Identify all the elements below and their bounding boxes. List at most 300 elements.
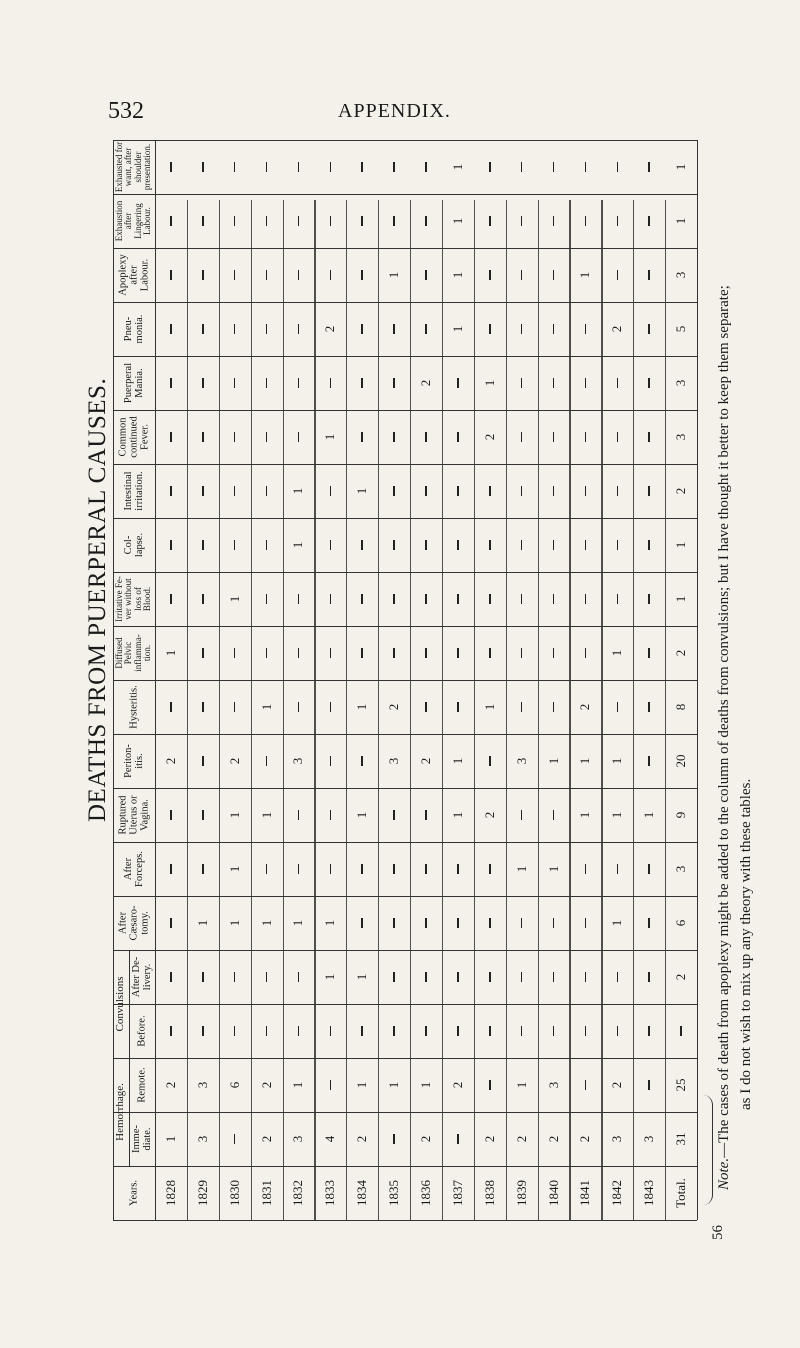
row-divider — [442, 200, 443, 1220]
value-cell: 2 — [258, 1081, 274, 1089]
empty-cell-dash — [234, 216, 236, 226]
row-divider — [506, 200, 507, 1220]
table-title: DEATHS FROM PUERPERAL CAUSES. — [84, 377, 111, 822]
empty-cell-dash — [266, 270, 268, 280]
empty-cell-dash — [234, 324, 236, 334]
year-cell: 1832 — [290, 1180, 306, 1206]
value-cell: 25 — [673, 1078, 689, 1092]
empty-cell-dash — [617, 270, 619, 280]
table-left-border — [113, 140, 114, 1220]
empty-cell-dash — [457, 918, 459, 928]
empty-cell-dash — [648, 1080, 650, 1090]
value-cell: 1 — [226, 595, 242, 603]
empty-cell-dash — [489, 864, 491, 874]
year-cell: 1843 — [641, 1180, 657, 1206]
empty-cell-dash — [457, 1134, 459, 1144]
empty-cell-dash — [425, 270, 427, 280]
value-cell: 2 — [513, 1135, 529, 1143]
empty-cell-dash — [457, 702, 459, 712]
empty-cell-dash — [521, 540, 523, 550]
empty-cell-dash — [425, 918, 427, 928]
column-header-hysteritis: Hysteritis. — [128, 685, 140, 729]
column-header-exhaust_want: Exhausted for want, after shoulder presentation. — [114, 141, 153, 193]
column-divider — [113, 518, 697, 519]
empty-cell-dash — [648, 324, 650, 334]
value-cell: 1 — [577, 271, 593, 279]
year-cell: 1836 — [418, 1180, 434, 1206]
column-divider — [113, 734, 697, 735]
empty-cell-dash — [617, 540, 619, 550]
empty-cell-dash — [425, 540, 427, 550]
empty-cell-dash — [330, 162, 332, 172]
value-cell: 1 — [386, 271, 402, 279]
empty-cell-dash — [553, 270, 555, 280]
value-cell: 1 — [609, 757, 625, 765]
empty-cell-dash — [202, 1026, 204, 1036]
empty-cell-dash — [298, 648, 300, 658]
empty-cell-dash — [361, 270, 363, 280]
empty-cell-dash — [553, 1026, 555, 1036]
note-text-1: —The cases of death from apoplexy might be added to the column of deaths from convulsions; but I have thought it better to keep them separate; — [716, 285, 732, 1158]
empty-cell-dash — [553, 216, 555, 226]
empty-cell-dash — [202, 162, 204, 172]
row-divider — [538, 200, 539, 1220]
empty-cell-dash — [170, 594, 172, 604]
value-cell: 1 — [226, 865, 242, 873]
empty-cell-dash — [234, 540, 236, 550]
empty-cell-dash — [393, 1026, 395, 1036]
empty-cell-dash — [553, 918, 555, 928]
empty-cell-dash — [553, 540, 555, 550]
value-cell: 1 — [641, 811, 657, 819]
empty-cell-dash — [170, 702, 172, 712]
empty-cell-dash — [202, 486, 204, 496]
empty-cell-dash — [202, 432, 204, 442]
row-divider — [601, 200, 602, 1220]
empty-cell-dash — [202, 810, 204, 820]
empty-cell-dash — [585, 594, 587, 604]
empty-cell-dash — [266, 324, 268, 334]
year-cell: 1828 — [163, 1180, 179, 1206]
empty-cell-dash — [425, 594, 427, 604]
empty-cell-dash — [170, 324, 172, 334]
empty-cell-dash — [170, 864, 172, 874]
empty-cell-dash — [266, 864, 268, 874]
table-right-border — [697, 140, 698, 1220]
value-cell: 9 — [673, 811, 689, 819]
empty-cell-dash — [266, 378, 268, 388]
empty-cell-dash — [648, 1026, 650, 1036]
empty-cell-dash — [617, 864, 619, 874]
empty-cell-dash — [553, 702, 555, 712]
value-cell: 1 — [194, 919, 210, 927]
empty-cell-dash — [648, 378, 650, 388]
empty-cell-dash — [553, 972, 555, 982]
empty-cell-dash — [489, 1026, 491, 1036]
empty-cell-dash — [298, 324, 300, 334]
value-cell: 1 — [354, 811, 370, 819]
empty-cell-dash — [553, 324, 555, 334]
column-divider — [113, 680, 697, 681]
empty-cell-dash — [298, 162, 300, 172]
value-cell: 1 — [258, 703, 274, 711]
value-cell: 1 — [673, 217, 689, 225]
empty-cell-dash — [330, 270, 332, 280]
value-cell: 8 — [673, 703, 689, 711]
empty-cell-dash — [489, 594, 491, 604]
column-header-year: Years. — [128, 1179, 140, 1207]
empty-cell-dash — [234, 702, 236, 712]
empty-cell-dash — [361, 162, 363, 172]
empty-cell-dash — [457, 432, 459, 442]
empty-cell-dash — [266, 432, 268, 442]
year-cell: 1838 — [481, 1180, 497, 1206]
empty-cell-dash — [202, 324, 204, 334]
empty-cell-dash — [521, 378, 523, 388]
empty-cell-dash — [585, 972, 587, 982]
value-cell: 31 — [673, 1132, 689, 1146]
page-number: 532 — [108, 98, 144, 124]
column-header-conv_after: After De- livery. — [130, 956, 153, 998]
value-cell: 2 — [418, 379, 434, 387]
empty-cell-dash — [393, 918, 395, 928]
empty-cell-dash — [585, 648, 587, 658]
empty-cell-dash — [489, 918, 491, 928]
value-cell: 2 — [258, 1135, 274, 1143]
value-cell: 1 — [577, 811, 593, 819]
empty-cell-dash — [234, 486, 236, 496]
empty-cell-dash — [553, 648, 555, 658]
group-header-hemorrhage: Hemorrhage. — [114, 1083, 127, 1141]
empty-cell-dash — [680, 1026, 682, 1036]
empty-cell-dash — [648, 702, 650, 712]
empty-cell-dash — [521, 594, 523, 604]
empty-cell-dash — [457, 540, 459, 550]
value-cell: 1 — [481, 379, 497, 387]
empty-cell-dash — [553, 432, 555, 442]
empty-cell-dash — [170, 972, 172, 982]
empty-cell-dash — [489, 756, 491, 766]
column-header-irritative_fever: Irritative Fe- ver without loss of Blood. — [114, 576, 153, 622]
value-cell: 1 — [513, 1081, 529, 1089]
empty-cell-dash — [425, 810, 427, 820]
empty-cell-dash — [425, 972, 427, 982]
empty-cell-dash — [585, 162, 587, 172]
empty-cell-dash — [585, 216, 587, 226]
year-cell: 1834 — [354, 1180, 370, 1206]
empty-cell-dash — [234, 162, 236, 172]
empty-cell-dash — [489, 540, 491, 550]
empty-cell-dash — [361, 864, 363, 874]
value-cell: 2 — [226, 757, 242, 765]
empty-cell-dash — [648, 594, 650, 604]
empty-cell-dash — [361, 648, 363, 658]
column-divider — [113, 1220, 697, 1221]
note-label: Note. — [716, 1157, 732, 1190]
header-divider — [155, 140, 156, 1220]
year-cell: 1840 — [545, 1180, 561, 1206]
empty-cell-dash — [425, 648, 427, 658]
empty-cell-dash — [170, 918, 172, 928]
empty-cell-dash — [521, 216, 523, 226]
empty-cell-dash — [361, 756, 363, 766]
row-divider — [187, 200, 188, 1220]
empty-cell-dash — [298, 216, 300, 226]
column-divider — [113, 842, 697, 843]
empty-cell-dash — [457, 378, 459, 388]
empty-cell-dash — [648, 972, 650, 982]
empty-cell-dash — [298, 864, 300, 874]
empty-cell-dash — [425, 162, 427, 172]
value-cell: 5 — [673, 325, 689, 333]
empty-cell-dash — [617, 216, 619, 226]
empty-cell-dash — [648, 864, 650, 874]
value-cell: 1 — [226, 811, 242, 819]
year-cell: 1841 — [577, 1180, 593, 1206]
empty-cell-dash — [648, 486, 650, 496]
value-cell: 1 — [673, 595, 689, 603]
column-divider — [113, 896, 697, 897]
row-divider — [410, 200, 411, 1220]
empty-cell-dash — [425, 1026, 427, 1036]
empty-cell-dash — [648, 540, 650, 550]
empty-cell-dash — [202, 270, 204, 280]
value-cell: 1 — [513, 865, 529, 873]
empty-cell-dash — [585, 1080, 587, 1090]
empty-cell-dash — [266, 756, 268, 766]
empty-cell-dash — [521, 432, 523, 442]
value-cell: 3 — [545, 1081, 561, 1089]
column-header-collapse: Col- lapse. — [122, 532, 145, 558]
empty-cell-dash — [585, 1026, 587, 1036]
empty-cell-dash — [457, 486, 459, 496]
value-cell: 3 — [609, 1135, 625, 1143]
empty-cell-dash — [393, 432, 395, 442]
value-cell: 1 — [322, 919, 338, 927]
value-cell: 1 — [545, 757, 561, 765]
value-cell: 2 — [609, 325, 625, 333]
empty-cell-dash — [425, 864, 427, 874]
year-cell: 1831 — [258, 1180, 274, 1206]
row-divider — [346, 200, 347, 1220]
column-header-caesarotomy: After Cæsaro- tomy. — [117, 905, 151, 941]
column-header-exhaust_lingering: Exhaustion after Lingering Labour. — [114, 200, 153, 242]
empty-cell-dash — [393, 594, 395, 604]
empty-cell-dash — [330, 648, 332, 658]
value-cell: 3 — [673, 865, 689, 873]
value-cell: 3 — [673, 271, 689, 279]
empty-cell-dash — [585, 378, 587, 388]
empty-cell-dash — [170, 270, 172, 280]
value-cell: 1 — [609, 649, 625, 657]
empty-cell-dash — [234, 1134, 236, 1144]
column-divider — [113, 788, 697, 789]
value-cell: 3 — [194, 1081, 210, 1089]
empty-cell-dash — [170, 1026, 172, 1036]
value-cell: 6 — [226, 1081, 242, 1089]
empty-cell-dash — [234, 378, 236, 388]
empty-cell-dash — [298, 810, 300, 820]
empty-cell-dash — [617, 702, 619, 712]
value-cell: 1 — [354, 703, 370, 711]
empty-cell-dash — [489, 324, 491, 334]
empty-cell-dash — [393, 864, 395, 874]
column-header-ruptured: Ruptured Uterus or Vagina. — [117, 795, 151, 835]
empty-cell-dash — [553, 594, 555, 604]
value-cell: 1 — [609, 919, 625, 927]
empty-cell-dash — [585, 486, 587, 496]
value-cell: 2 — [418, 757, 434, 765]
row-divider — [474, 200, 475, 1220]
value-cell: 4 — [322, 1135, 338, 1143]
empty-cell-dash — [393, 216, 395, 226]
row-divider — [569, 200, 570, 1220]
year-cell: 1842 — [609, 1180, 625, 1206]
column-divider — [113, 572, 697, 573]
value-cell: 2 — [673, 487, 689, 495]
empty-cell-dash — [521, 486, 523, 496]
value-cell: 3 — [290, 1135, 306, 1143]
empty-cell-dash — [393, 486, 395, 496]
empty-cell-dash — [425, 486, 427, 496]
empty-cell-dash — [489, 270, 491, 280]
empty-cell-dash — [489, 216, 491, 226]
empty-cell-dash — [489, 486, 491, 496]
value-cell: 1 — [450, 811, 466, 819]
value-cell: 3 — [641, 1135, 657, 1143]
empty-cell-dash — [553, 162, 555, 172]
value-cell: 2 — [577, 1135, 593, 1143]
value-cell: 1 — [354, 973, 370, 981]
empty-cell-dash — [266, 972, 268, 982]
empty-cell-dash — [170, 432, 172, 442]
empty-cell-dash — [234, 1026, 236, 1036]
empty-cell-dash — [489, 1080, 491, 1090]
empty-cell-dash — [521, 918, 523, 928]
empty-cell-dash — [361, 918, 363, 928]
value-cell: 1 — [450, 325, 466, 333]
row-divider — [314, 200, 315, 1220]
value-cell: 1 — [290, 541, 306, 549]
column-header-forceps: After Forceps. — [122, 851, 145, 887]
empty-cell-dash — [457, 648, 459, 658]
empty-cell-dash — [521, 324, 523, 334]
empty-cell-dash — [298, 270, 300, 280]
empty-cell-dash — [330, 864, 332, 874]
row-divider — [283, 200, 284, 1220]
column-divider — [113, 1004, 697, 1005]
value-cell: 2 — [673, 649, 689, 657]
empty-cell-dash — [361, 540, 363, 550]
empty-cell-dash — [202, 216, 204, 226]
column-header-intestinal: Intestinal irritation. — [122, 471, 145, 511]
empty-cell-dash — [361, 378, 363, 388]
year-cell: 1830 — [226, 1180, 242, 1206]
row-divider — [378, 200, 379, 1220]
value-cell: 1 — [290, 487, 306, 495]
value-cell: 2 — [673, 973, 689, 981]
empty-cell-dash — [521, 972, 523, 982]
empty-cell-dash — [266, 648, 268, 658]
column-header-pneumonia: Pneu- monia. — [122, 314, 145, 344]
empty-cell-dash — [393, 1134, 395, 1144]
column-divider — [113, 302, 697, 303]
empty-cell-dash — [457, 972, 459, 982]
column-divider — [113, 410, 697, 411]
column-divider — [113, 1166, 697, 1167]
column-divider — [113, 1112, 697, 1113]
empty-cell-dash — [457, 864, 459, 874]
value-cell: 2 — [609, 1081, 625, 1089]
value-cell: 1 — [258, 811, 274, 819]
empty-cell-dash — [330, 1026, 332, 1036]
deaths-table — [113, 140, 697, 1220]
empty-cell-dash — [298, 702, 300, 712]
empty-cell-dash — [393, 324, 395, 334]
empty-cell-dash — [234, 648, 236, 658]
column-divider — [113, 464, 697, 465]
footnote-line-1 — [716, 285, 733, 1190]
empty-cell-dash — [202, 594, 204, 604]
empty-cell-dash — [489, 648, 491, 658]
value-cell: 2 — [163, 757, 179, 765]
column-header-conv_before: Before. — [136, 1015, 148, 1047]
empty-cell-dash — [330, 1080, 332, 1090]
empty-cell-dash — [393, 162, 395, 172]
empty-cell-dash — [202, 540, 204, 550]
column-header-peritonitis: Periton- itis. — [122, 744, 145, 778]
empty-cell-dash — [393, 540, 395, 550]
value-cell: 3 — [513, 757, 529, 765]
value-cell: 3 — [386, 757, 402, 765]
empty-cell-dash — [330, 216, 332, 226]
empty-cell-dash — [266, 594, 268, 604]
empty-cell-dash — [234, 270, 236, 280]
total-brace-count — [700, 1095, 713, 1205]
value-cell: 1 — [322, 433, 338, 441]
value-cell: 2 — [386, 703, 402, 711]
group-header-convulsions: Convulsions — [114, 976, 127, 1032]
value-cell: 2 — [354, 1135, 370, 1143]
empty-cell-dash — [425, 216, 427, 226]
empty-cell-dash — [617, 594, 619, 604]
empty-cell-dash — [361, 216, 363, 226]
empty-cell-dash — [425, 324, 427, 334]
empty-cell-dash — [648, 216, 650, 226]
column-divider — [113, 950, 697, 951]
value-cell: 1 — [545, 865, 561, 873]
empty-cell-dash — [393, 972, 395, 982]
value-cell: 2 — [481, 811, 497, 819]
year-cell: 1835 — [386, 1180, 402, 1206]
empty-cell-dash — [648, 270, 650, 280]
empty-cell-dash — [330, 540, 332, 550]
empty-cell-dash — [266, 486, 268, 496]
column-divider — [113, 194, 697, 195]
empty-cell-dash — [170, 378, 172, 388]
value-cell: 3 — [673, 433, 689, 441]
empty-cell-dash — [585, 324, 587, 334]
empty-cell-dash — [521, 1026, 523, 1036]
empty-cell-dash — [585, 918, 587, 928]
column-header-hem_imm: Imme- diate. — [130, 1125, 153, 1153]
value-cell: 1 — [673, 163, 689, 171]
column-header-apoplexy: Apoplexy after Labour. — [117, 254, 151, 296]
empty-cell-dash — [648, 918, 650, 928]
empty-cell-dash — [648, 756, 650, 766]
value-cell: 1 — [258, 919, 274, 927]
empty-cell-dash — [457, 1026, 459, 1036]
